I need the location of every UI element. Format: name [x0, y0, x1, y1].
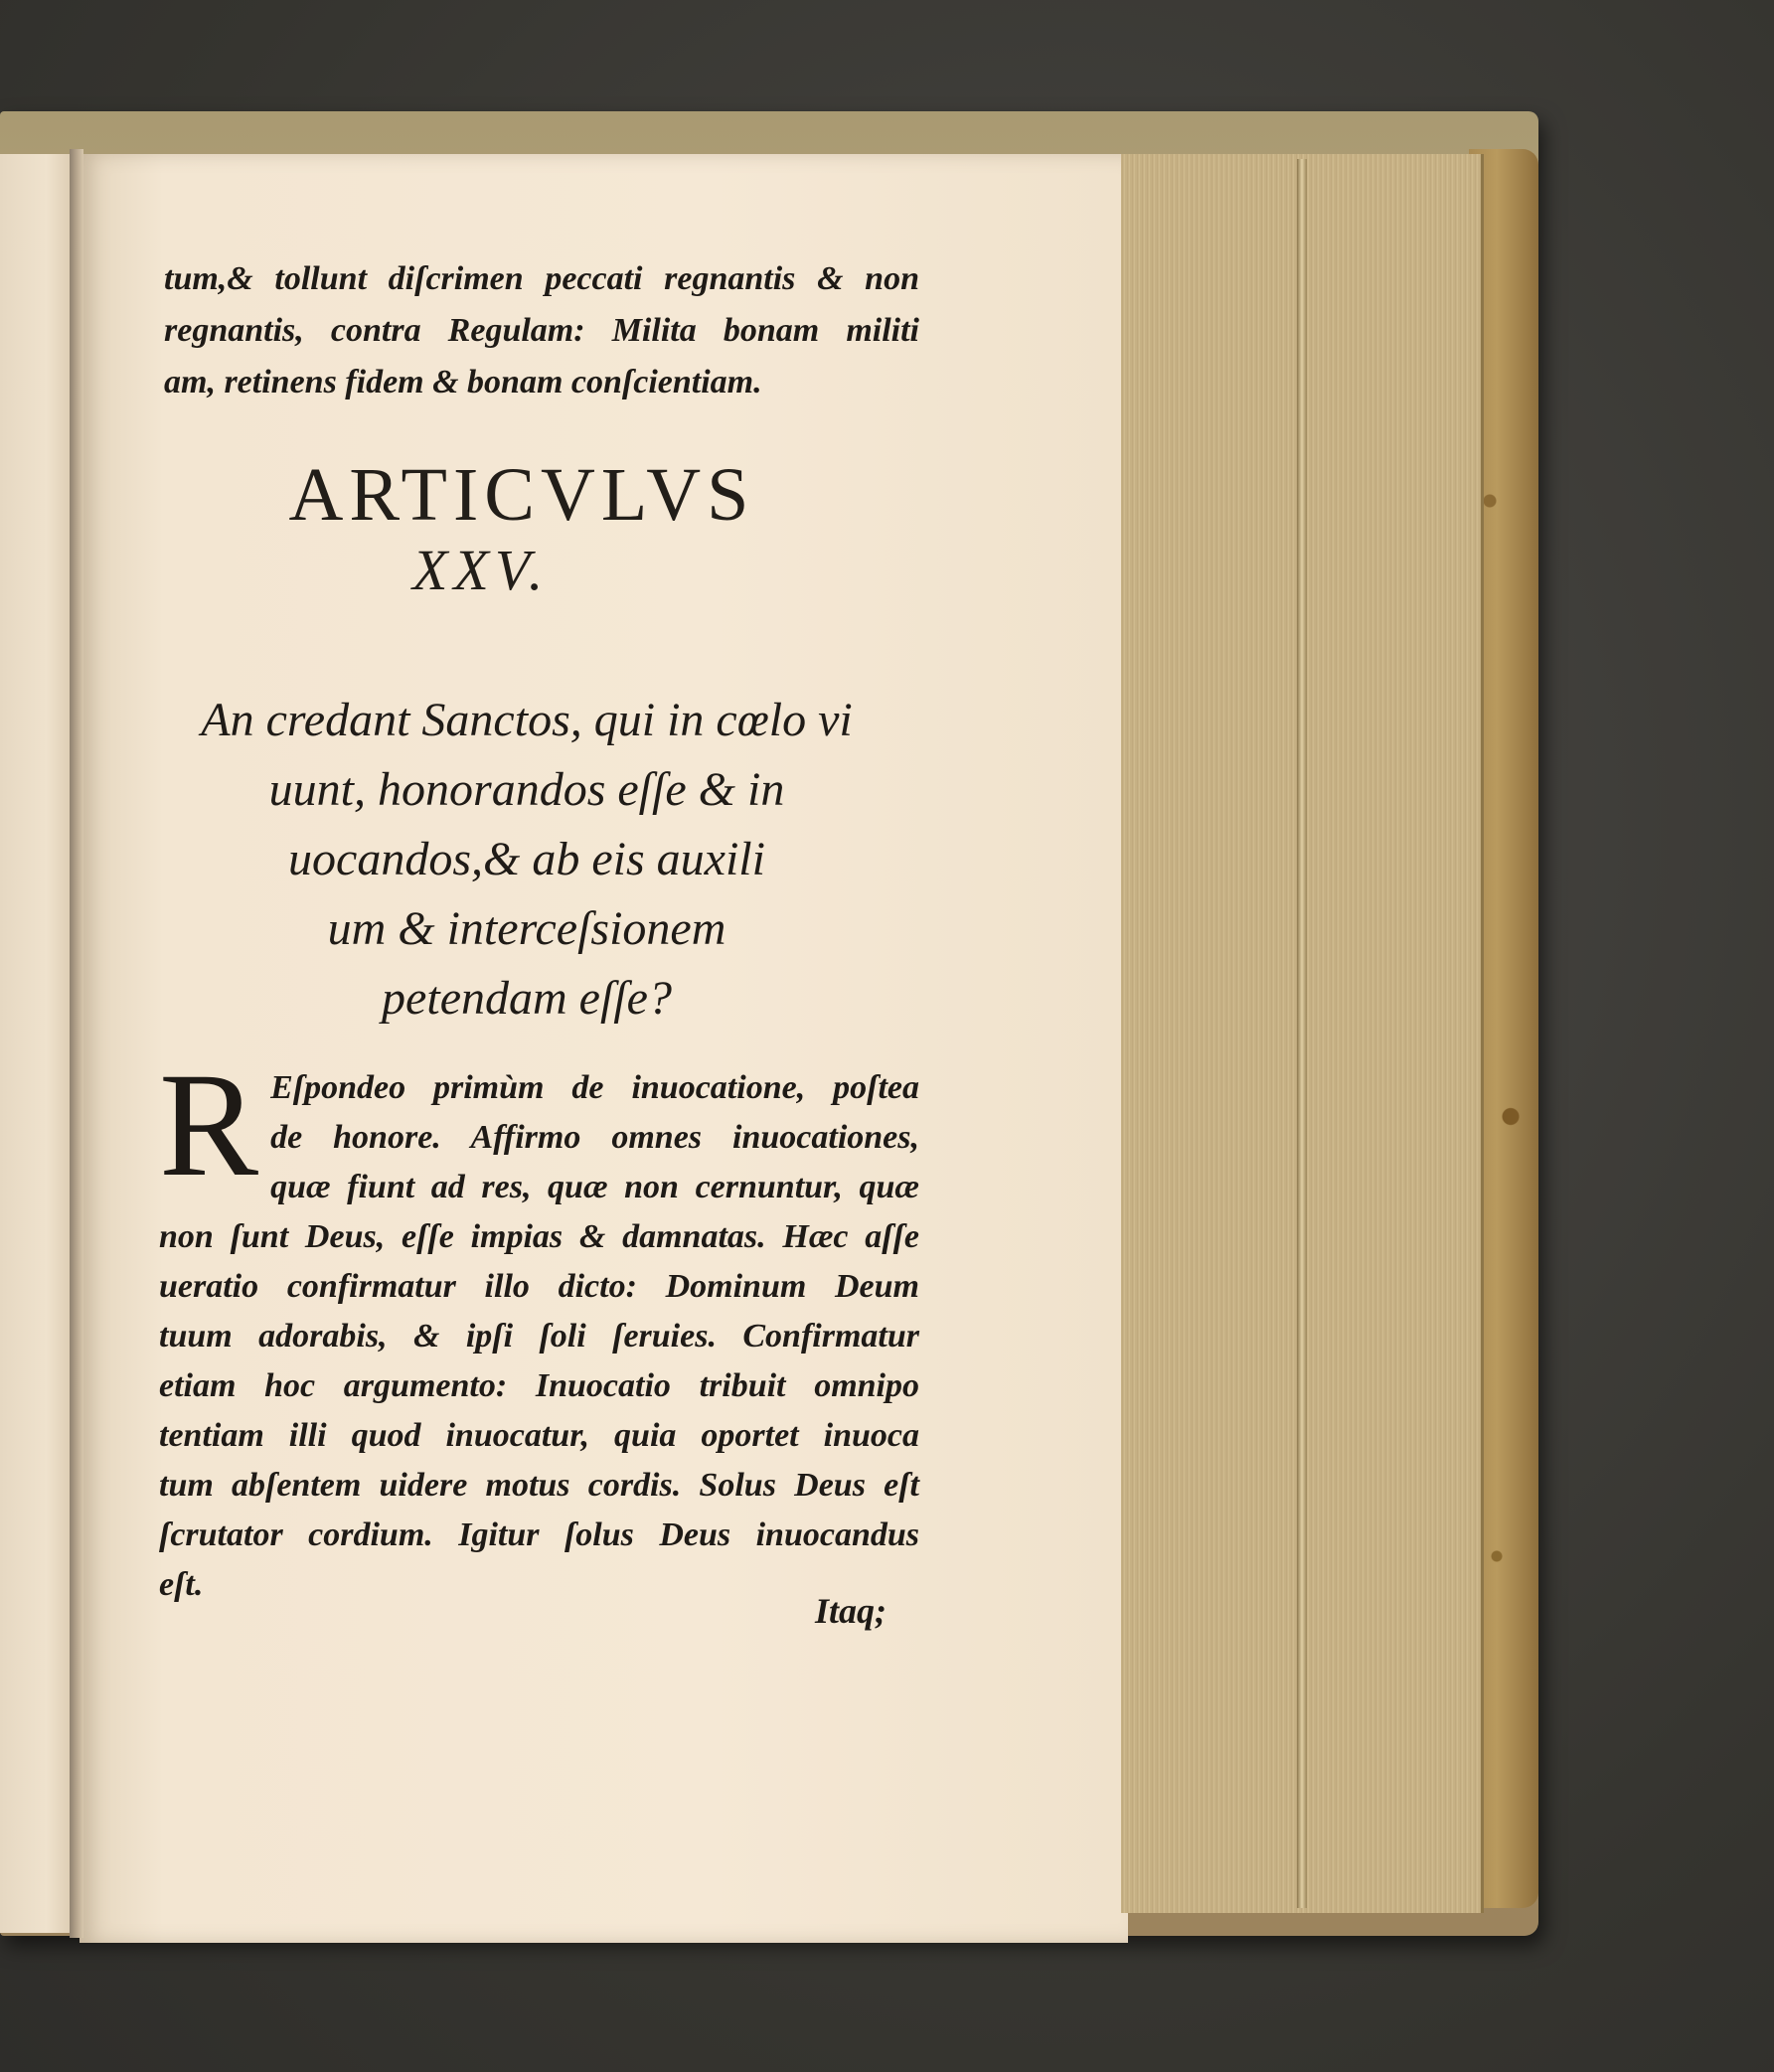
question-line: petendam eſſe? — [382, 972, 672, 1025]
text-line: tum,& tollunt diſcrimen peccati regnantis & non — [164, 260, 919, 297]
text-line: eſt. — [159, 1566, 204, 1603]
text-line: Eſpondeo primùm de inuocatione, poſtea — [270, 1069, 919, 1106]
drop-cap: R — [159, 1042, 259, 1207]
left-page-edge — [0, 154, 78, 1933]
response-paragraph — [159, 1042, 919, 1610]
article-question — [159, 686, 894, 1034]
continuation-text — [164, 253, 919, 408]
text-line: ueratio confirmatur illo dicto: Dominum Deum — [159, 1268, 919, 1305]
text-line: non ſunt Deus, eſſe impias & damnatas. Hæc aſſe — [159, 1218, 919, 1255]
text-line: tum abſentem uidere motus cordis. Solus Deus eſt — [159, 1467, 919, 1504]
text-line: ſcrutator cordium. Igitur ſolus Deus inuocandus — [159, 1516, 919, 1553]
catchword: Itaq; — [815, 1591, 887, 1631]
text-line: de honore. Affirmo omnes inuocationes, — [270, 1119, 919, 1156]
text-line: am, retinens fidem & bonam conſcientiam. — [164, 364, 762, 400]
book-gutter — [70, 149, 83, 1938]
article-title: ARTICVLVS — [288, 453, 755, 537]
question-line: uunt, honorandos eſſe & in — [268, 763, 785, 816]
article-numeral: XXV. — [412, 538, 550, 602]
text-line: quæ fiunt ad res, quæ non cernuntur, quæ — [270, 1169, 919, 1205]
text-line: tuum adorabis, & ipſi ſoli ſeruies. Confirmatur — [159, 1318, 919, 1355]
question-line: uocandos,& ab eis auxili — [288, 833, 765, 885]
question-line: um & interceſsionem — [327, 902, 726, 955]
text-line: etiam hoc argumento: Inuocatio tribuit omnipo — [159, 1367, 919, 1404]
text-line: regnantis, contra Regulam: Milita bonam militi — [164, 312, 919, 349]
question-line: An credant Sanctos, qui in cœlo vi — [201, 694, 853, 746]
page-block-divider — [1297, 159, 1307, 1908]
text-line: tentiam illi quod inuocatur, quia oportet inuoca — [159, 1417, 919, 1454]
